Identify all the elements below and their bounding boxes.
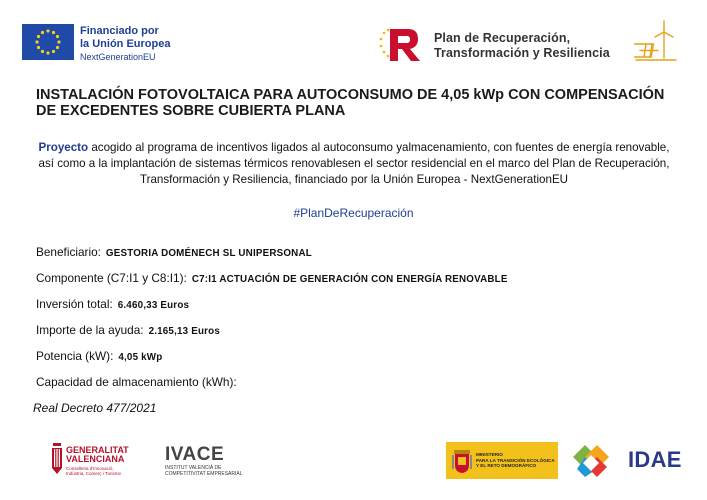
project-description <box>30 140 678 188</box>
prtr-tr-icon <box>378 25 426 63</box>
field-capacidad-label: Capacidad de almacenamiento (kWh): <box>36 375 237 389</box>
min-line2: PARA LA TRANSICIÓN ECOLÓGICA <box>476 457 555 463</box>
generalitat-crest-icon <box>50 441 64 475</box>
gv-line1: GENERALITAT <box>66 445 129 455</box>
project-text: acogido al programa de incentivos ligados al autoconsumo yalmacenamiento, con fuentes de energía renovable, así como a la implantación de sistemas térmicos renovablesen el sector residencial en el marco del Plan de Recuperación, Transformación y Resiliencia, financiado por la Unión Europea - NextGenerationEU <box>38 141 670 186</box>
wind-solar-icon <box>634 18 678 64</box>
min-line3: Y EL RETO DEMOGRÁFICO <box>476 463 537 468</box>
renewable-energy-icon <box>634 18 678 64</box>
generalitat-logo <box>50 441 64 475</box>
hashtag: #PlanDeRecuperación <box>293 206 414 220</box>
eu-line2: la Unión Europea <box>80 38 171 50</box>
prtr-line1: Plan de Recuperación, <box>434 31 571 45</box>
ivace-subtext <box>165 465 243 477</box>
decree-reference: Real Decreto 477/2021 <box>33 401 157 415</box>
ivace-logo: IVACE <box>165 444 225 465</box>
field-beneficiario-label: Beneficiario: <box>36 245 101 259</box>
field-ayuda <box>36 323 220 337</box>
project-lead: Proyecto <box>38 141 89 154</box>
ivace-sub1: INSTITUT VALENCIÀ DE <box>165 465 222 471</box>
prtr-text <box>434 31 610 61</box>
eu-stars-icon <box>22 24 74 60</box>
spain-shield-icon <box>452 446 472 474</box>
gv-sub2: Indústria, Comerç i Turisme <box>66 471 122 476</box>
coat-of-arms-icon <box>452 446 472 474</box>
field-potencia-value: 4,05 kWp <box>118 352 163 363</box>
field-inversion-label: Inversión total: <box>36 297 113 311</box>
prtr-logo <box>378 25 426 63</box>
field-inversion <box>36 297 189 311</box>
eu-flag-logo <box>22 24 74 60</box>
prtr-line2: Transformación y Resiliencia <box>434 46 610 60</box>
eu-line3: NextGenerationEU <box>80 52 156 62</box>
field-capacidad <box>36 375 242 389</box>
field-componente-label: Componente (C7:I1 y C8:I1): <box>36 271 187 285</box>
generalitat-text <box>66 446 129 464</box>
ivace-sub2: COMPETITIVITAT EMPRESARIAL <box>165 471 243 477</box>
min-line1: MINISTERIO <box>476 452 503 457</box>
field-componente-value: C7:I1 ACTUACIÓN DE GENERACIÓN CON ENERGÍA RENOVABLE <box>191 274 508 285</box>
gv-sub1: Conselleria d'Innovació, <box>66 466 114 471</box>
field-inversion-value: 6.460,33 Euros <box>117 300 190 311</box>
field-ayuda-value: 2.165,13 Euros <box>148 326 220 337</box>
generalitat-subtext <box>66 466 121 476</box>
field-componente <box>36 271 508 285</box>
ministerio-text <box>476 452 555 469</box>
field-beneficiario-value: GESTORIA DOMÉNECH SL UNIPERSONAL <box>105 248 312 259</box>
page-title: INSTALACIÓN FOTOVOLTAICA PARA AUTOCONSUMO DE 4,05 kWp CON COMPENSACIÓN DE EXCEDENTES SOBRE CUBIERTA PLANA <box>36 87 665 119</box>
field-ayuda-label: Importe de la ayuda: <box>36 323 144 337</box>
idae-wordmark: IDAE <box>628 447 682 472</box>
idae-logo-mark <box>571 443 623 479</box>
eu-line1: Financiado por <box>80 25 159 37</box>
gv-line2: VALENCIANA <box>66 454 125 464</box>
field-potencia-label: Potencia (kW): <box>36 349 114 363</box>
field-beneficiario <box>36 245 312 259</box>
idae-diamond-icon <box>571 443 623 479</box>
field-potencia <box>36 349 162 363</box>
eu-funding-text <box>80 25 170 64</box>
